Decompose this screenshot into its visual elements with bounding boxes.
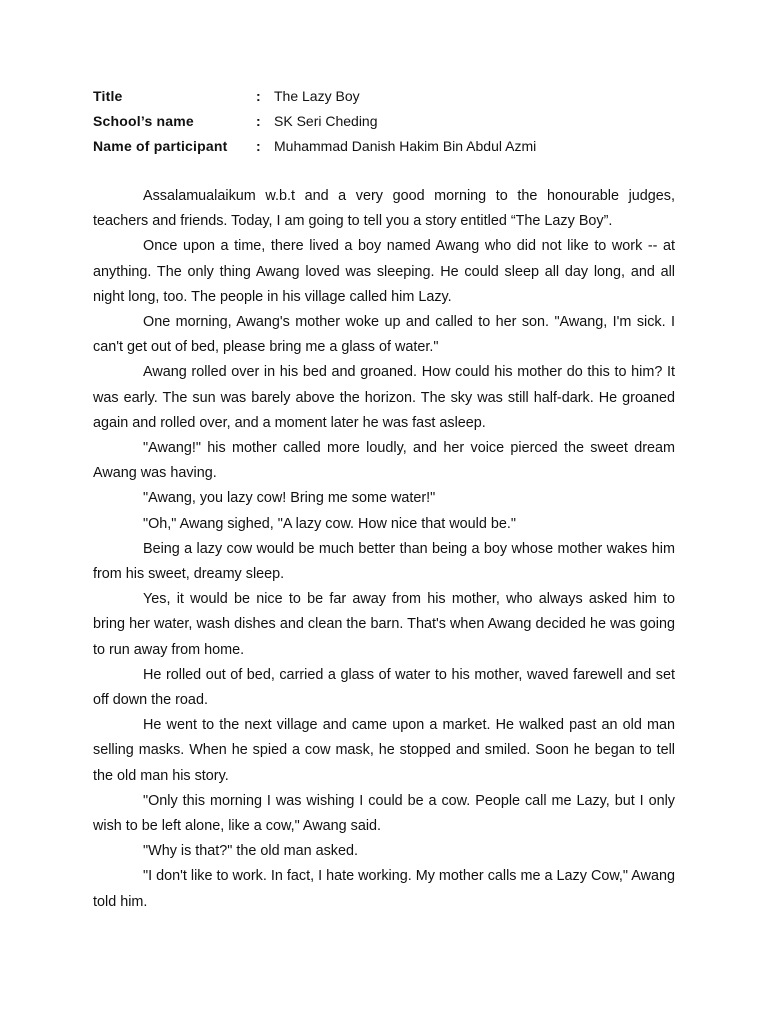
- story-paragraph: Yes, it would be nice to be far away from his mother, who always asked him to bring her water, wash dishes and clean the barn. That's when Awang decided he was going to run away from home.: [93, 591, 675, 658]
- school-colon: :: [256, 113, 261, 129]
- story-paragraph: "Only this morning I was wishing I could be a cow. People call me Lazy, but I only wish to be left alone, like a cow," Awang said.: [93, 792, 675, 835]
- story-paragraph: "Awang, you lazy cow! Bring me some water!": [143, 490, 436, 507]
- story-paragraph: He went to the next village and came upon a market. He walked past an old man selling masks. When he spied a cow mask, he stopped and smiled. Soon he began to tell the old man his story.: [93, 717, 675, 784]
- title-label: Title: [93, 88, 123, 104]
- story-paragraph: "Awang!" his mother called more loudly, and her voice pierced the sweet dream Awang was having.: [93, 440, 675, 482]
- story-paragraph: Assalamualaikum w.b.t and a very good morning to the honourable judges, teachers and friends. Today, I am going to tell you a story entitled “The Lazy Boy”.: [93, 188, 675, 230]
- participant-label: Name of participant: [93, 138, 228, 154]
- title-row: [93, 84, 675, 109]
- story-paragraph: He rolled out of bed, carried a glass of water to his mother, waved farewell and set off down the road.: [93, 666, 675, 709]
- story-paragraph: One morning, Awang's mother woke up and called to her son. "Awang, I'm sick. I can't get out of bed, please bring me a glass of water.": [93, 314, 675, 356]
- story-paragraph: Awang rolled over in his bed and groaned. How could his mother do this to him? It was early. The sun was barely above the horizon. The sky was still half-dark. He groaned again and rolled over, and a moment later he was fast asleep.: [93, 364, 675, 431]
- school-row: [93, 109, 675, 134]
- story-paragraph: "Why is that?" the old man asked.: [143, 843, 358, 860]
- title-value: The Lazy Boy: [274, 88, 360, 104]
- school-label: School’s name: [93, 113, 194, 129]
- story-paragraph: "Oh," Awang sighed, "A lazy cow. How nice that would be.": [143, 515, 516, 532]
- story-paragraph: Once upon a time, there lived a boy named Awang who did not like to work -- at anything. The only thing Awang loved was sleeping. He could sleep all day long, and all night long, too. The people in his village called him Lazy.: [93, 238, 675, 305]
- title-colon: :: [256, 88, 261, 104]
- story-paragraph: Being a lazy cow would be much better than being a boy whose mother wakes him from his sweet, dreamy sleep.: [93, 540, 675, 583]
- school-value: SK Seri Cheding: [274, 113, 378, 129]
- participant-colon: :: [256, 138, 261, 154]
- participant-row: [93, 134, 675, 159]
- story-body: [93, 184, 675, 915]
- participant-info: [93, 84, 675, 159]
- participant-value: Muhammad Danish Hakim Bin Abdul Azmi: [274, 138, 537, 154]
- document-page: [93, 84, 675, 915]
- story-paragraph: "I don't like to work. In fact, I hate working. My mother calls me a Lazy Cow," Awang told him.: [93, 868, 675, 910]
